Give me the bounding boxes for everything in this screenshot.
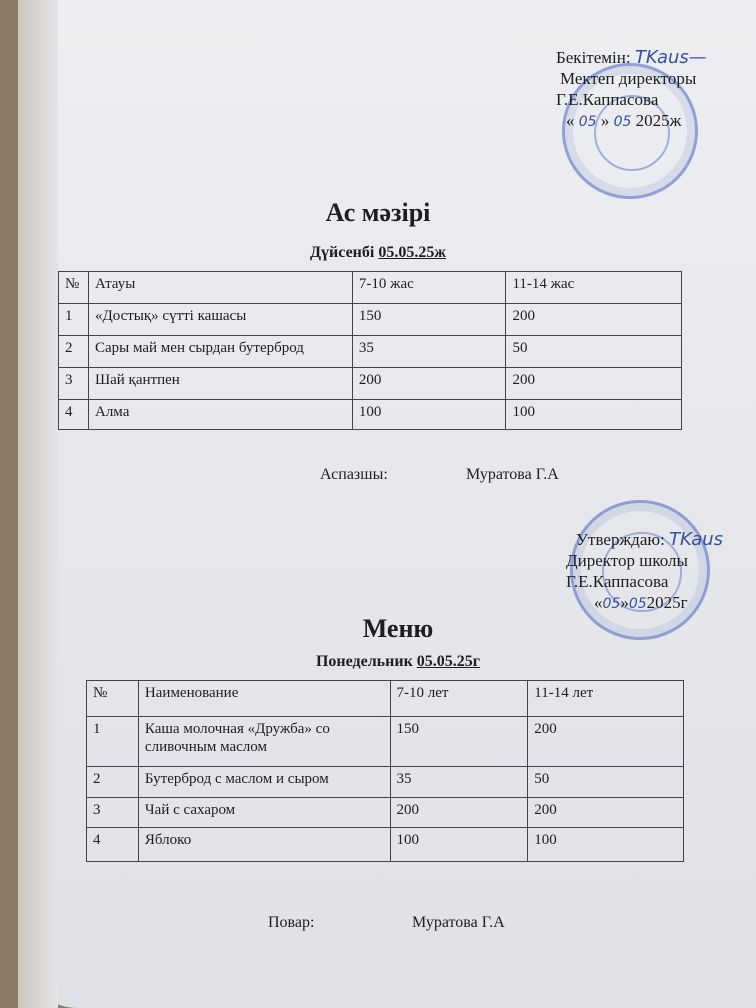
table-row <box>87 798 684 828</box>
portion-7-10: 200 <box>390 798 528 828</box>
row-number: 2 <box>87 767 139 798</box>
ru-title: Меню <box>362 614 434 643</box>
dish-name: Бутерброд с маслом и сыром <box>138 767 390 798</box>
ru-subtitle-day: Понедельник <box>315 653 413 670</box>
ru-header-cell: 7-10 лет <box>390 681 528 717</box>
page-fold-shadow <box>18 0 58 1008</box>
portion-11-14: 50 <box>528 767 684 798</box>
kz-menu-table <box>58 271 682 430</box>
kz-date-year: 2025ж <box>635 111 682 130</box>
kz-header-cell: № <box>59 272 89 304</box>
ru-menu-table <box>86 680 684 862</box>
ru-table-header <box>87 681 684 717</box>
kz-approval-label: Бекітемін: <box>556 48 631 67</box>
ru-date-year: 2025г <box>646 593 688 612</box>
ru-approval-position: Директор школы <box>566 551 688 570</box>
kz-approval-position: Мектеп директоры <box>560 69 697 88</box>
table-row <box>87 828 684 862</box>
ru-signature: TKaus <box>669 529 724 550</box>
kz-date-mid: » <box>600 111 610 130</box>
portion-7-10: 150 <box>390 717 528 767</box>
row-number: 3 <box>59 368 89 400</box>
dish-name: Каша молочная «Дружба» со сливочным маслом <box>138 717 390 767</box>
kz-subtitle <box>0 244 756 262</box>
kz-header-cell: Атауы <box>88 272 352 304</box>
row-number: 4 <box>59 400 89 430</box>
ru-subtitle <box>20 653 756 671</box>
portion-11-14: 50 <box>506 336 682 368</box>
kz-cook-line <box>320 466 559 484</box>
row-number: 1 <box>59 304 89 336</box>
ru-cook-label: Повар: <box>268 914 315 931</box>
ru-header-cell: Наименование <box>138 681 390 717</box>
kz-header-cell: 7-10 жас <box>352 272 506 304</box>
ru-subtitle-date: 05.05.25г <box>416 653 481 670</box>
dish-name: Сары май мен сырдан бутерброд <box>88 336 352 368</box>
dish-name: Чай с сахаром <box>138 798 390 828</box>
ru-date-open: « <box>594 593 603 612</box>
portion-11-14: 200 <box>506 304 682 336</box>
kz-date-day: 05 <box>578 114 597 130</box>
dish-name: «Достық» сүтті кашасы <box>88 304 352 336</box>
row-number: 3 <box>87 798 139 828</box>
kz-table-header <box>59 272 682 304</box>
kz-title: Ас мәзірі <box>325 198 431 227</box>
ru-header-cell: 11-14 лет <box>528 681 684 717</box>
table-row <box>87 767 684 798</box>
portion-7-10: 150 <box>352 304 506 336</box>
kz-date-open: « <box>566 111 575 130</box>
portion-7-10: 100 <box>352 400 506 430</box>
row-number: 4 <box>87 828 139 862</box>
portion-7-10: 200 <box>352 368 506 400</box>
row-number: 1 <box>87 717 139 767</box>
portion-11-14: 100 <box>506 400 682 430</box>
kz-approval-name: Г.Е.Каппасова <box>556 90 659 109</box>
portion-11-14: 200 <box>506 368 682 400</box>
table-row <box>59 304 682 336</box>
portion-7-10: 35 <box>352 336 506 368</box>
ru-approval-block <box>566 529 723 615</box>
kz-header-cell: 11-14 жас <box>506 272 682 304</box>
kz-cook-label: Аспазшы: <box>320 466 388 483</box>
ru-cook-line <box>268 914 505 932</box>
dish-name: Шай қантпен <box>88 368 352 400</box>
ru-date-month: 05 <box>628 596 647 612</box>
kz-subtitle-day: Дүйсенбі <box>310 244 375 261</box>
ru-approval-name: Г.Е.Каппасова <box>566 572 669 591</box>
ru-header-cell: № <box>87 681 139 717</box>
table-row <box>59 368 682 400</box>
ru-approval-label: Утверждаю: <box>576 530 665 549</box>
portion-11-14: 200 <box>528 798 684 828</box>
portion-7-10: 100 <box>390 828 528 862</box>
table-row <box>87 717 684 767</box>
table-row <box>59 400 682 430</box>
kz-subtitle-date: 05.05.25ж <box>378 244 446 261</box>
portion-11-14: 200 <box>528 717 684 767</box>
ru-date-day: 05 <box>602 596 621 612</box>
ru-cook-name: Муратова Г.А <box>412 914 505 931</box>
table-row <box>59 336 682 368</box>
kz-cook-name: Муратова Г.А <box>466 466 559 483</box>
portion-11-14: 100 <box>528 828 684 862</box>
kz-date-month: 05 <box>613 114 632 130</box>
row-number: 2 <box>59 336 89 368</box>
kz-approval-block <box>556 47 707 133</box>
dish-name: Алма <box>88 400 352 430</box>
portion-7-10: 35 <box>390 767 528 798</box>
dish-name: Яблоко <box>138 828 390 862</box>
kz-signature: TKaus— <box>634 47 707 68</box>
ru-date-mid: » <box>620 593 629 612</box>
